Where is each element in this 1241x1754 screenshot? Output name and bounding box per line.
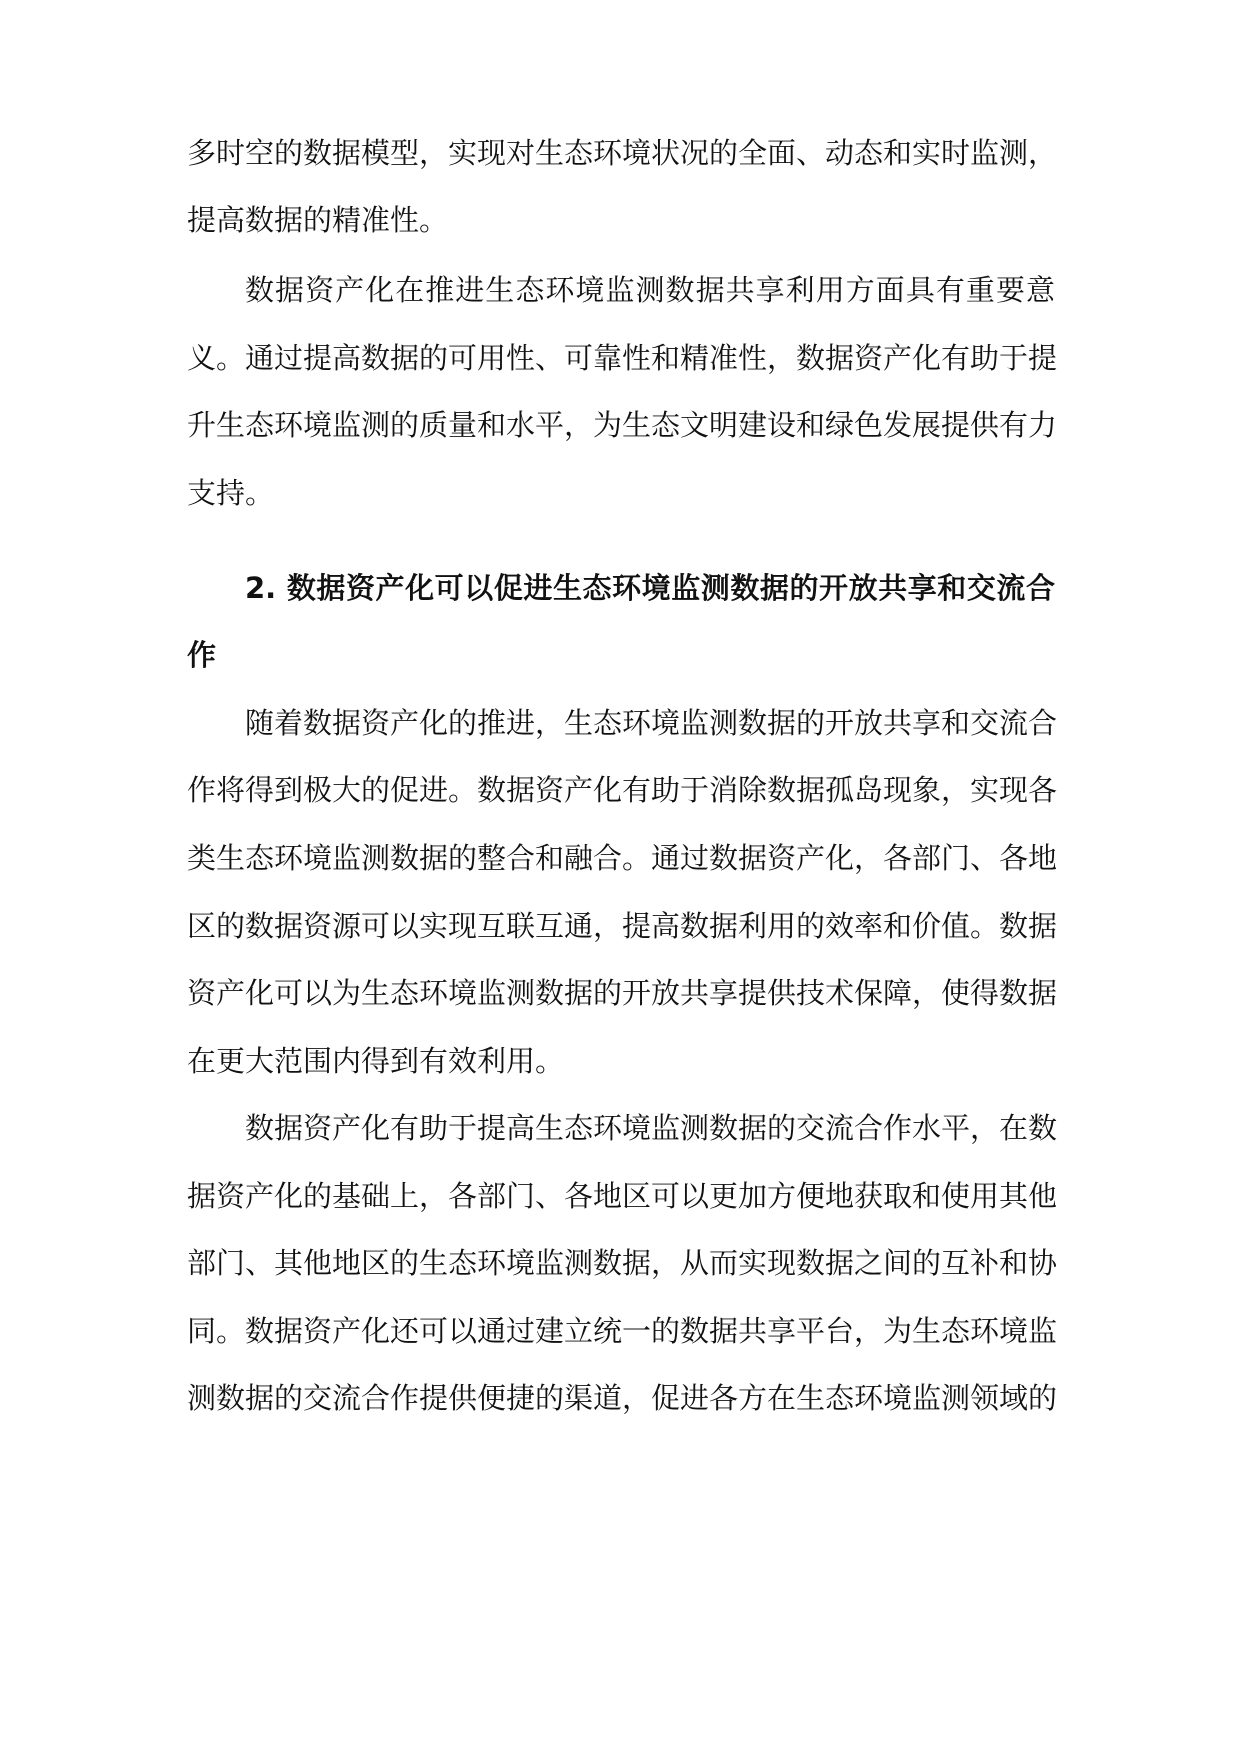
- text-line: 类生态环境监测数据的整合和融合。通过数据资产化，各部门、各地: [187, 841, 1058, 875]
- text-line: 测数据的交流合作提供便捷的渠道，促进各方在生态环境监测领域的: [187, 1381, 1058, 1415]
- text-line: 义。通过提高数据的可用性、可靠性和精准性，数据资产化有助于提: [187, 341, 1058, 375]
- text-line: 数据资产化在推进生态环境监测数据共享利用方面具有重要意: [245, 273, 1055, 307]
- heading-line: 作: [187, 638, 217, 672]
- text-line: 据资产化的基础上，各部门、各地区可以更加方便地获取和使用其他: [187, 1179, 1058, 1213]
- text-line: 随着数据资产化的推进，生态环境监测数据的开放共享和交流合: [245, 706, 1058, 740]
- text-line: 作将得到极大的促进。数据资产化有助于消除数据孤岛现象，实现各: [187, 773, 1058, 807]
- text-line: 部门、其他地区的生态环境监测数据，从而实现数据之间的互补和协: [187, 1246, 1058, 1280]
- text-line: 资产化可以为生态环境监测数据的开放共享提供技术保障，使得数据: [187, 976, 1058, 1010]
- text-line: 区的数据资源可以实现互联互通，提高数据利用的效率和价值。数据: [187, 909, 1058, 943]
- text-line: 多时空的数据模型，实现对生态环境状况的全面、动态和实时监测，: [187, 136, 1058, 170]
- text-line: 同。数据资产化还可以通过建立统一的数据共享平台，为生态环境监: [187, 1314, 1058, 1348]
- text-line: 支持。: [187, 476, 275, 510]
- text-line: 数据资产化有助于提高生态环境监测数据的交流合作水平，在数: [245, 1111, 1058, 1145]
- text-line: 提高数据的精准性。: [187, 203, 449, 237]
- heading-line: 2. 数据资产化可以促进生态环境监测数据的开放共享和交流合: [245, 571, 1055, 605]
- text-line: 在更大范围内得到有效利用。: [187, 1044, 565, 1078]
- text-line: 升生态环境监测的质量和水平，为生态文明建设和绿色发展提供有力: [187, 408, 1058, 442]
